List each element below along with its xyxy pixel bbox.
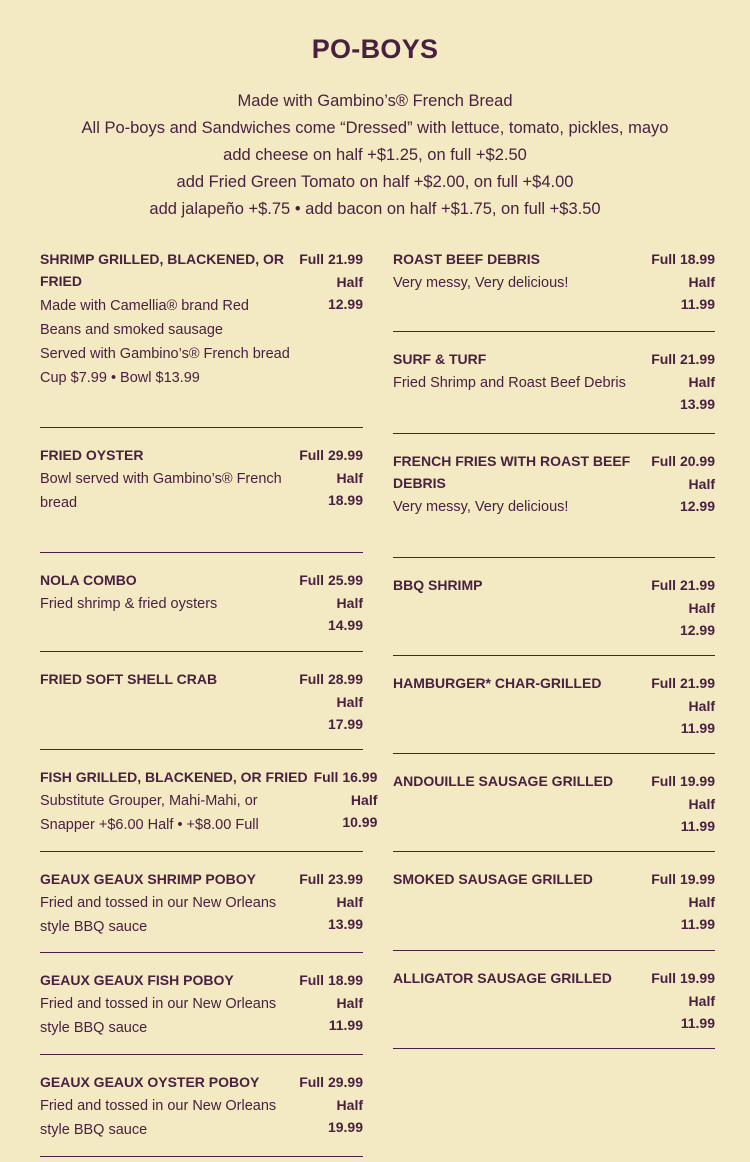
full-price: Full 21.99 [651,675,715,691]
half-price: 19.99 [327,1119,363,1135]
item-price [651,868,715,950]
item-description: Substitute Grouper, Mahi-Mahi, or Snapper +$6.00 Half • +$8.00 Full [40,793,259,833]
menu-item [393,951,715,1049]
item-name: GEAUX GEAUX SHRIMP POBOY [40,871,257,887]
item-name: ROAST BEEF DEBRIS [393,251,541,267]
menu-item [393,754,715,852]
half-price: 12.99 [327,296,363,312]
half-label: Half [336,273,363,290]
menu-item [393,434,715,558]
page-title: PO-BOYS [311,34,439,64]
full-price: Full 28.99 [299,671,363,687]
intro-line: All Po-boys and Sandwiches come “Dressed” with lettuce, tomato, pickles, mayo [81,119,669,137]
menu-item [40,750,378,852]
item-name: SHRIMP GRILLED, BLACKENED, OR FRIED [40,251,284,289]
item-description: Fried Shrimp and Roast Beef Debris [393,375,626,391]
full-price: Full 21.99 [651,351,715,367]
item-description: Cup $7.99 • Bowl $13.99 [40,370,200,386]
half-label: Half [688,373,715,390]
menu-item [40,953,363,1055]
item-name: BBQ SHRIMP [393,577,483,593]
full-price: Full 29.99 [299,1074,363,1090]
item-description: Fried and tossed in our New Orleans style BBQ sauce [40,1098,277,1138]
item-price [299,668,363,749]
full-price: Full 19.99 [651,970,715,986]
full-price: Full 29.99 [299,447,363,463]
half-label: Half [336,693,363,710]
half-label: Half [336,893,363,910]
full-price: Full 18.99 [299,972,363,988]
half-price: 11.99 [328,1017,363,1033]
half-price: 10.99 [342,814,378,830]
item-price [299,248,363,427]
item-price [651,770,715,851]
half-price: 18.99 [327,492,363,508]
item-description: Fried and tossed in our New Orleans style BBQ sauce [40,996,277,1036]
item-price [651,450,715,557]
menu-item [393,246,715,332]
full-price: Full 16.99 [313,769,378,785]
half-label: Half [688,795,715,812]
item-description: Very messy, Very delicious! [393,275,569,291]
full-price: Full 19.99 [651,871,715,887]
menu-item [40,852,363,953]
half-label: Half [336,469,363,486]
half-price: 11.99 [680,1015,715,1031]
menu-item [40,246,363,428]
full-price: Full 21.99 [299,251,363,267]
menu-item [40,553,363,652]
item-price [651,248,715,331]
item-description: Very messy, Very delicious! [393,499,569,515]
item-price [299,1071,363,1156]
full-price: Full 25.99 [299,572,363,588]
half-label: Half [688,273,715,290]
item-price [314,766,378,851]
item-price [651,348,715,433]
item-price [299,969,363,1054]
item-price [651,574,715,655]
half-price: 11.99 [680,818,715,834]
item-name: HAMBURGER* CHAR-GRILLED [393,675,602,691]
intro-line: add cheese on half +$1.25, on full +$2.50 [223,146,527,164]
item-description: Fried and tossed in our New Orleans style BBQ sauce [40,895,277,935]
menu-item [40,428,363,553]
half-price: 12.99 [679,498,715,514]
half-price: 11.99 [680,296,715,312]
full-price: Full 19.99 [651,773,715,789]
item-description: Served with Gambino’s® French bread [40,346,290,362]
half-label: Half [336,594,363,611]
half-price: 13.99 [327,916,363,932]
full-price: Full 20.99 [651,453,715,469]
half-label: Half [336,994,363,1011]
item-name: FISH GRILLED, BLACKENED, OR FRIED [40,769,308,785]
item-name: FRIED SOFT SHELL CRAB [40,671,218,687]
intro-line: add jalapeño +$.75 • add bacon on half +$1.75, on full +$3.50 [149,200,601,218]
half-price: 12.99 [679,622,715,638]
full-price: Full 18.99 [651,251,715,267]
half-price: 14.99 [327,617,363,633]
intro-line: Made with Gambino’s® French Bread [237,92,513,110]
intro-line: add Fried Green Tomato on half +$2.00, on full +$4.00 [176,173,574,191]
item-price [299,569,363,651]
item-name: FRENCH FRIES WITH ROAST BEEF DEBRIS [393,453,631,491]
item-price [299,444,363,552]
menu-item [393,332,715,434]
menu-item [393,852,715,951]
menu-item [393,656,715,754]
half-price: 11.99 [680,720,715,736]
item-price [651,672,715,753]
menu-item [393,558,715,656]
item-name: FRIED OYSTER [40,447,144,463]
half-label: Half [688,697,715,714]
item-name: NOLA COMBO [40,572,137,588]
item-name: SURF & TURF [393,351,487,367]
menu-item [40,652,363,750]
item-price [299,868,363,952]
half-price: 17.99 [327,716,363,732]
full-price: Full 21.99 [651,577,715,593]
item-price [651,967,715,1048]
menu-item [40,1055,363,1157]
half-label: Half [336,1096,363,1113]
intro-notes [0,88,750,223]
item-description: Made with Camellia® brand Red Beans and smoked sausage [40,298,249,338]
half-label: Half [688,893,715,910]
right-menu-column [393,246,715,1049]
half-label: Half [688,599,715,616]
item-name: ALLIGATOR SAUSAGE GRILLED [393,970,612,986]
full-price: Full 23.99 [299,871,363,887]
item-name: SMOKED SAUSAGE GRILLED [393,871,593,887]
half-price: 13.99 [679,396,715,412]
left-menu-column [40,246,378,1157]
half-label: Half [688,475,715,492]
item-name: ANDOUILLE SAUSAGE GRILLED [393,773,614,789]
half-label: Half [350,791,378,808]
item-name: GEAUX GEAUX FISH POBOY [40,972,234,988]
half-label: Half [688,992,715,1009]
item-description: Bowl served with Gambino’s® French bread [40,471,282,511]
half-price: 11.99 [680,916,715,932]
item-name: GEAUX GEAUX OYSTER POBOY [40,1074,260,1090]
item-description: Fried shrimp & fried oysters [40,596,218,612]
